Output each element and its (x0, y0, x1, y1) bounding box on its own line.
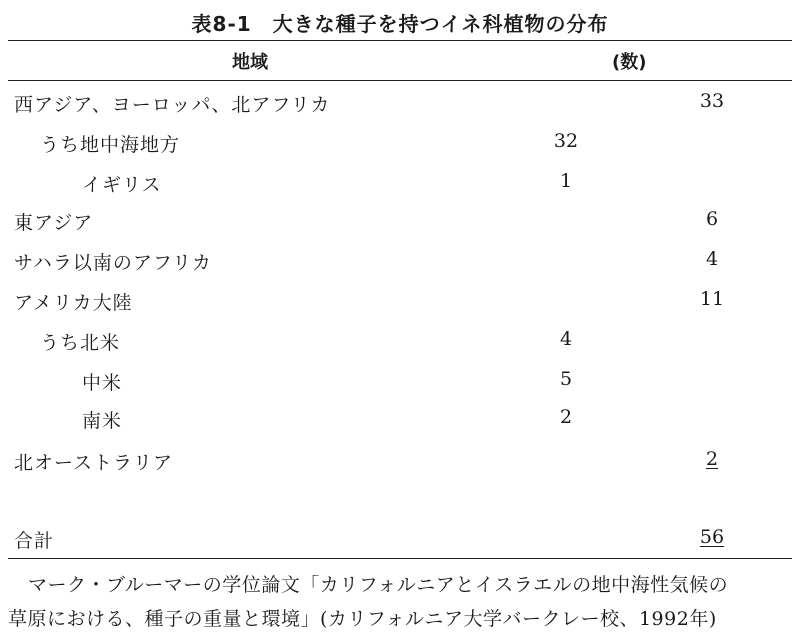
table-row (0, 170, 800, 200)
row-label: 東アジア (14, 212, 94, 234)
source-note-line1: マーク・ブルーマーの学位論文「カリフォルニアとイスラエルの地中海性気候の (28, 574, 729, 596)
row-label: アメリカ大陸 (14, 292, 133, 314)
table-row (0, 130, 800, 160)
row-subcount: 4 (559, 328, 573, 350)
table-row (0, 248, 800, 278)
total-count: 56 (699, 526, 725, 548)
row-subcount: 5 (559, 368, 573, 390)
table-row (0, 406, 800, 436)
row-label: 北オーストラリア (14, 452, 174, 474)
source-note-line2: 草原における、種子の重量と環境」(カリフォルニア大学バークレー校、1992年) (8, 608, 717, 630)
table-row (0, 368, 800, 398)
row-label: 南米 (82, 410, 123, 432)
table-row (0, 90, 800, 120)
row-label: サハラ以南のアフリカ (14, 252, 212, 274)
row-label: うち地中海地方 (40, 134, 181, 156)
row-subcount: 2 (559, 406, 573, 428)
row-label: 西アジア、ヨーロッパ、北アフリカ (14, 94, 331, 116)
table-row (0, 328, 800, 358)
header-count: (数) (612, 52, 647, 73)
header-region: 地域 (232, 52, 268, 73)
table-title: 表8-1 大きな種子を持つイネ科植物の分布 (191, 12, 609, 36)
table-header (0, 48, 800, 76)
header-rule (8, 80, 792, 81)
row-count: 2 (705, 448, 719, 470)
total-row (0, 526, 800, 556)
bottom-rule (8, 558, 792, 559)
row-label: 中米 (82, 372, 123, 394)
row-label: うち北米 (40, 332, 121, 354)
row-subcount: 1 (559, 170, 573, 192)
row-count: 4 (705, 248, 719, 270)
total-label: 合計 (14, 530, 55, 552)
row-count: 33 (699, 90, 725, 112)
row-count: 11 (699, 288, 725, 310)
row-subcount: 32 (553, 130, 579, 152)
table-row (0, 288, 800, 318)
row-count: 6 (705, 208, 719, 230)
top-rule (8, 40, 792, 41)
table-row (0, 208, 800, 238)
table-row (0, 448, 800, 478)
row-label: イギリス (82, 174, 162, 196)
